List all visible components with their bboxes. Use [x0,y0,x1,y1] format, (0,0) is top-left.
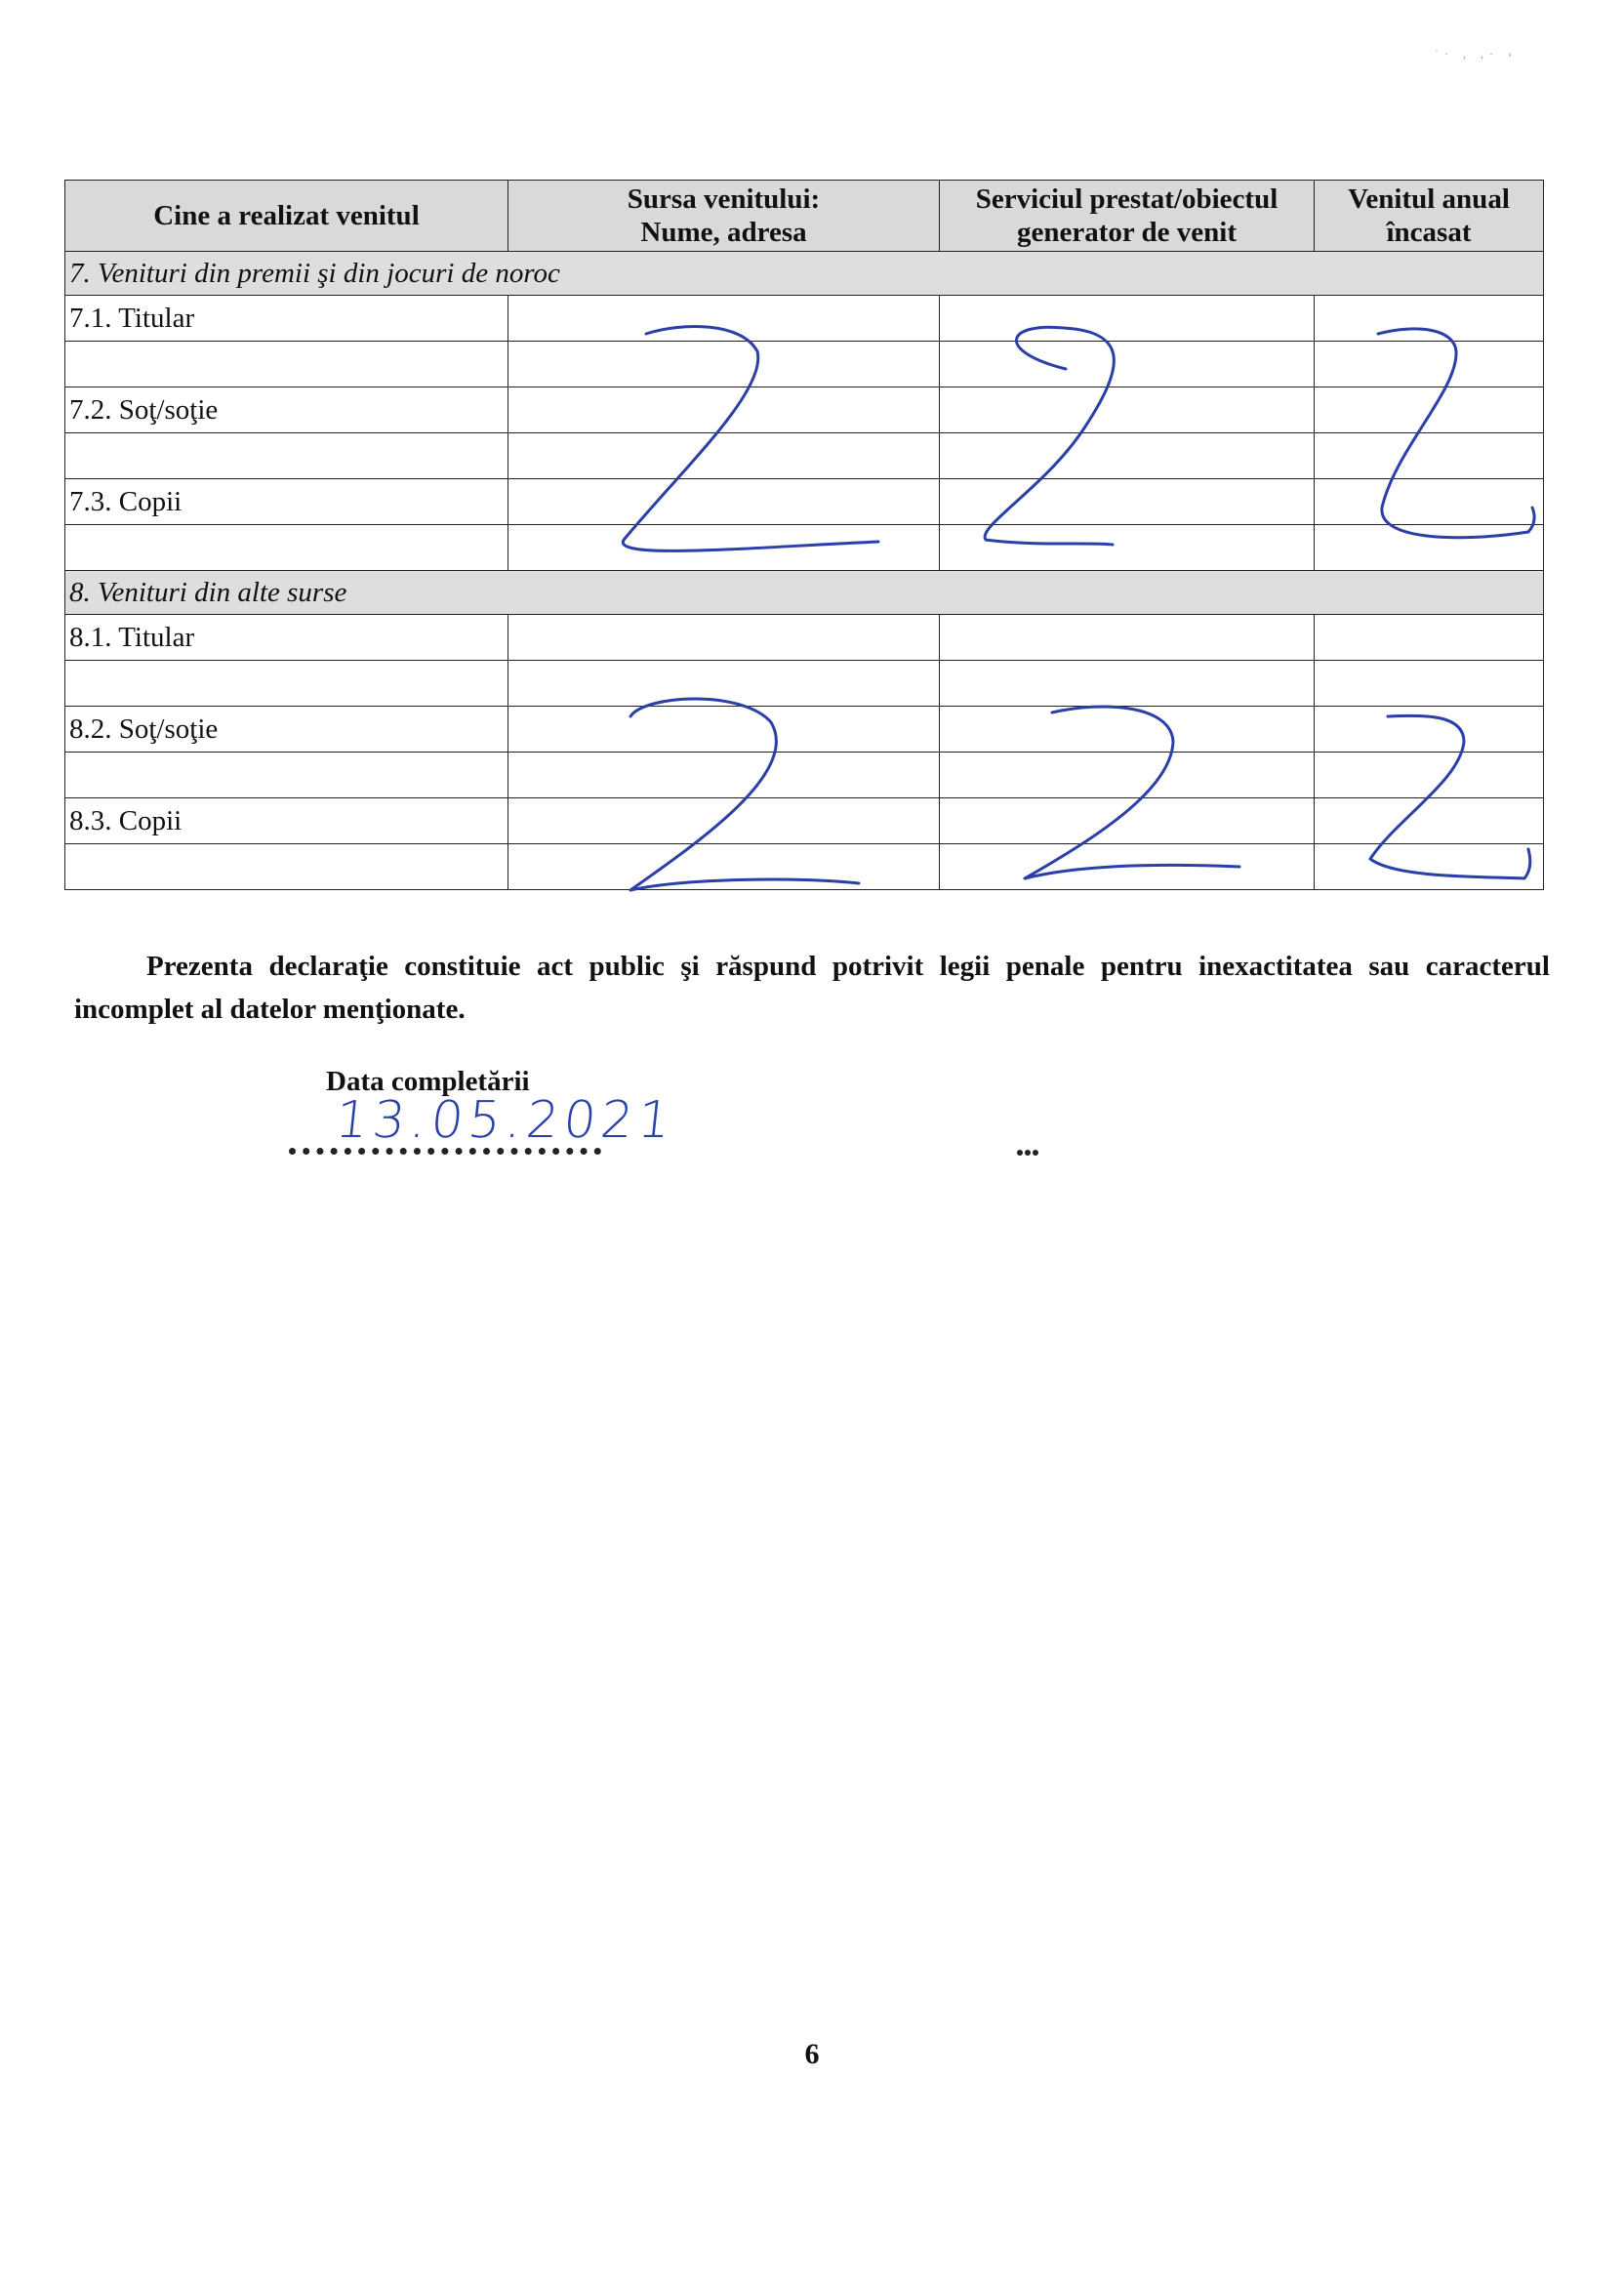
table-row [65,433,1544,479]
row-label: 7.2. Soţ/soţie [65,387,508,433]
table-row [65,387,1544,433]
table-row [65,615,1544,661]
table-row [65,661,1544,707]
header-venitul: Venitul anual încasat [1315,181,1544,252]
section-7-header [65,252,1544,296]
row-label: 7.1. Titular [65,296,508,342]
header-cine: Cine a realizat venitul [65,181,508,252]
section-8-title: 8. Venituri din alte surse [65,571,1544,615]
table-row [65,296,1544,342]
table-row [65,707,1544,753]
date-dotted-line [289,1138,601,1155]
handwritten-date: 13.05.2021 [332,1091,678,1150]
table-row [65,525,1544,571]
section-8-header [65,571,1544,615]
row-label: 8.2. Soţ/soţie [65,707,508,753]
page-number: 6 [804,2038,820,2070]
table-row [65,753,1544,798]
table-row [65,798,1544,844]
row-label: 7.3. Copii [65,479,508,525]
header-sursa: Sursa venitului: Nume, adresa [508,181,940,252]
table-header-row [65,181,1544,252]
date-label: Data completării [326,1066,530,1097]
table-row [65,844,1544,890]
table-row [65,342,1544,387]
corner-marks: ʿ· , ,· › [1435,47,1518,61]
row-label: 8.1. Titular [65,615,508,661]
signature-dotted-line [1017,1144,1038,1156]
declaration-statement: Prezenta declaraţie constituie act public şi răspund potrivit legii penale pentru inexactitatea sau caracterul incomplet al datelor menţionate. [74,951,1550,1025]
row-label: 8.3. Copii [65,798,508,844]
table-row [65,479,1544,525]
header-serviciul: Serviciul prestat/obiectul generator de venit [940,181,1315,252]
income-table [64,180,1544,890]
section-7-title: 7. Venituri din premii şi din jocuri de noroc [65,252,1544,296]
